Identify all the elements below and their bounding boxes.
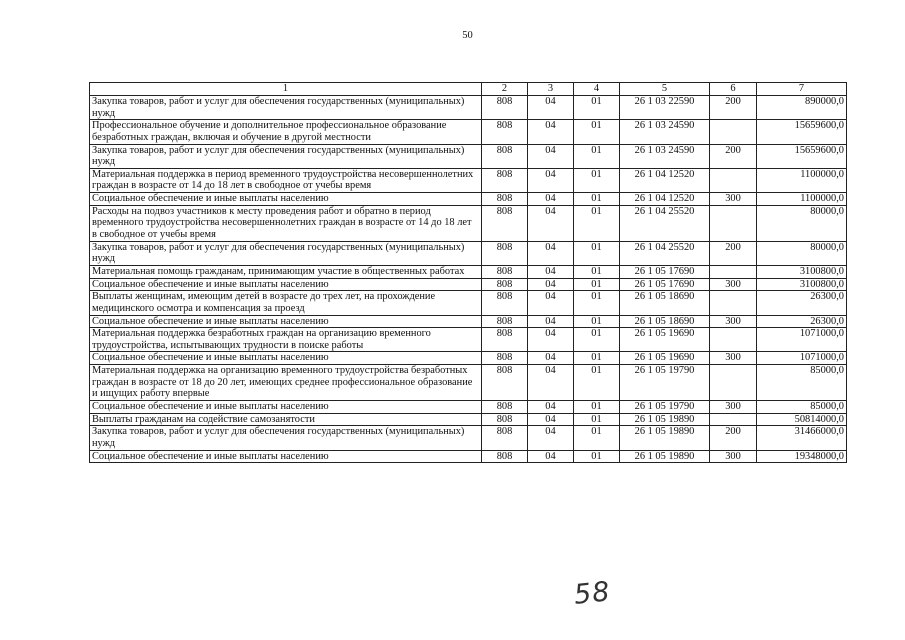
table-row bbox=[90, 241, 847, 265]
amount-cell: 85000,0 bbox=[757, 365, 847, 401]
description-cell: Материальная помощь гражданам, принимающим участие в общественных работах bbox=[90, 265, 482, 278]
subsection-cell: 01 bbox=[574, 278, 620, 291]
code-cell: 808 bbox=[482, 413, 528, 426]
amount-cell: 3100800,0 bbox=[757, 265, 847, 278]
section-cell: 04 bbox=[528, 401, 574, 414]
header-cell: 7 bbox=[757, 83, 847, 96]
description-cell: Социальное обеспечение и иные выплаты населению bbox=[90, 450, 482, 463]
target-article-cell: 26 1 05 19690 bbox=[620, 328, 710, 352]
amount-cell: 80000,0 bbox=[757, 205, 847, 241]
code-cell: 808 bbox=[482, 278, 528, 291]
subsection-cell: 01 bbox=[574, 291, 620, 315]
expense-type-cell bbox=[710, 265, 757, 278]
table-row bbox=[90, 450, 847, 463]
table-row bbox=[90, 278, 847, 291]
expense-type-cell: 300 bbox=[710, 401, 757, 414]
code-cell: 808 bbox=[482, 401, 528, 414]
table-row bbox=[90, 168, 847, 192]
amount-cell: 1100000,0 bbox=[757, 168, 847, 192]
target-article-cell: 26 1 04 25520 bbox=[620, 241, 710, 265]
table-header-row bbox=[90, 83, 847, 96]
section-cell: 04 bbox=[528, 450, 574, 463]
expense-type-cell: 200 bbox=[710, 96, 757, 120]
code-cell: 808 bbox=[482, 450, 528, 463]
description-cell: Закупка товаров, работ и услуг для обеспечения государственных (муниципальных) нужд bbox=[90, 241, 482, 265]
target-article-cell: 26 1 05 19890 bbox=[620, 426, 710, 450]
code-cell: 808 bbox=[482, 193, 528, 206]
amount-cell: 85000,0 bbox=[757, 401, 847, 414]
amount-cell: 26300,0 bbox=[757, 291, 847, 315]
amount-cell: 50814000,0 bbox=[757, 413, 847, 426]
section-cell: 04 bbox=[528, 278, 574, 291]
table-row bbox=[90, 120, 847, 144]
table-row bbox=[90, 352, 847, 365]
header-cell: 4 bbox=[574, 83, 620, 96]
table-row bbox=[90, 291, 847, 315]
target-article-cell: 26 1 03 24590 bbox=[620, 144, 710, 168]
target-article-cell: 26 1 04 12520 bbox=[620, 168, 710, 192]
description-cell: Материальная поддержка на организацию временного трудоустройства безработных граждан в возрасте от 18 до 20 лет, имеющих среднее профессиональное образование и ищущих работу впервые bbox=[90, 365, 482, 401]
target-article-cell: 26 1 05 19890 bbox=[620, 450, 710, 463]
table-row bbox=[90, 205, 847, 241]
description-cell: Материальная поддержка в период временного трудоустройства несовершеннолетних граждан в возрасте от 14 до 18 лет в свободное от учебы время bbox=[90, 168, 482, 192]
subsection-cell: 01 bbox=[574, 193, 620, 206]
description-cell: Закупка товаров, работ и услуг для обеспечения государственных (муниципальных) нужд bbox=[90, 426, 482, 450]
section-cell: 04 bbox=[528, 328, 574, 352]
amount-cell: 15659600,0 bbox=[757, 120, 847, 144]
amount-cell: 1071000,0 bbox=[757, 352, 847, 365]
description-cell: Выплаты гражданам на содействие самозанятости bbox=[90, 413, 482, 426]
subsection-cell: 01 bbox=[574, 168, 620, 192]
subsection-cell: 01 bbox=[574, 426, 620, 450]
target-article-cell: 26 1 05 18690 bbox=[620, 315, 710, 328]
subsection-cell: 01 bbox=[574, 401, 620, 414]
target-article-cell: 26 1 05 17690 bbox=[620, 278, 710, 291]
section-cell: 04 bbox=[528, 168, 574, 192]
code-cell: 808 bbox=[482, 365, 528, 401]
header-cell: 2 bbox=[482, 83, 528, 96]
description-cell: Закупка товаров, работ и услуг для обеспечения государственных (муниципальных) нужд bbox=[90, 96, 482, 120]
target-article-cell: 26 1 03 24590 bbox=[620, 120, 710, 144]
code-cell: 808 bbox=[482, 144, 528, 168]
table-row bbox=[90, 426, 847, 450]
section-cell: 04 bbox=[528, 413, 574, 426]
section-cell: 04 bbox=[528, 315, 574, 328]
section-cell: 04 bbox=[528, 193, 574, 206]
expense-type-cell: 300 bbox=[710, 450, 757, 463]
section-cell: 04 bbox=[528, 291, 574, 315]
table-row bbox=[90, 315, 847, 328]
target-article-cell: 26 1 03 22590 bbox=[620, 96, 710, 120]
table-row bbox=[90, 96, 847, 120]
expense-type-cell: 200 bbox=[710, 144, 757, 168]
description-cell: Расходы на подвоз участников к месту проведения работ и обратно в период временного трудоустройства несовершеннолетних граждан в возрасте от 14 до 18 лет в свободное от учебы время bbox=[90, 205, 482, 241]
page-number: 50 bbox=[462, 30, 473, 41]
target-article-cell: 26 1 05 18690 bbox=[620, 291, 710, 315]
amount-cell: 31466000,0 bbox=[757, 426, 847, 450]
table-row bbox=[90, 265, 847, 278]
handwritten-page-number: 58 bbox=[572, 576, 612, 611]
expense-type-cell bbox=[710, 205, 757, 241]
subsection-cell: 01 bbox=[574, 315, 620, 328]
section-cell: 04 bbox=[528, 144, 574, 168]
amount-cell: 15659600,0 bbox=[757, 144, 847, 168]
code-cell: 808 bbox=[482, 168, 528, 192]
description-cell: Социальное обеспечение и иные выплаты населению bbox=[90, 278, 482, 291]
description-cell: Материальная поддержка безработных граждан на организацию временного трудоустройства, испытывающих трудности в поиске работы bbox=[90, 328, 482, 352]
expense-type-cell bbox=[710, 328, 757, 352]
section-cell: 04 bbox=[528, 365, 574, 401]
expense-type-cell: 300 bbox=[710, 278, 757, 291]
table-row bbox=[90, 193, 847, 206]
expense-type-cell bbox=[710, 168, 757, 192]
description-cell: Выплаты женщинам, имеющим детей в возрасте до трех лет, на прохождение медицинского осмотра и компенсация за проезд bbox=[90, 291, 482, 315]
subsection-cell: 01 bbox=[574, 120, 620, 144]
target-article-cell: 26 1 05 19890 bbox=[620, 413, 710, 426]
header-cell: 3 bbox=[528, 83, 574, 96]
subsection-cell: 01 bbox=[574, 352, 620, 365]
description-cell: Профессиональное обучение и дополнительное профессиональное образование безработных граждан, включая и обучение в другой местности bbox=[90, 120, 482, 144]
code-cell: 808 bbox=[482, 328, 528, 352]
subsection-cell: 01 bbox=[574, 365, 620, 401]
expense-type-cell: 300 bbox=[710, 315, 757, 328]
description-cell: Социальное обеспечение и иные выплаты населению bbox=[90, 315, 482, 328]
description-cell: Социальное обеспечение и иные выплаты населению bbox=[90, 193, 482, 206]
target-article-cell: 26 1 05 17690 bbox=[620, 265, 710, 278]
code-cell: 808 bbox=[482, 291, 528, 315]
amount-cell: 19348000,0 bbox=[757, 450, 847, 463]
header-cell: 1 bbox=[90, 83, 482, 96]
table-row bbox=[90, 328, 847, 352]
code-cell: 808 bbox=[482, 352, 528, 365]
subsection-cell: 01 bbox=[574, 144, 620, 168]
table-row bbox=[90, 413, 847, 426]
description-cell: Социальное обеспечение и иные выплаты населению bbox=[90, 401, 482, 414]
target-article-cell: 26 1 05 19790 bbox=[620, 365, 710, 401]
table-row bbox=[90, 144, 847, 168]
subsection-cell: 01 bbox=[574, 265, 620, 278]
expense-type-cell: 200 bbox=[710, 241, 757, 265]
header-cell: 6 bbox=[710, 83, 757, 96]
subsection-cell: 01 bbox=[574, 241, 620, 265]
code-cell: 808 bbox=[482, 426, 528, 450]
subsection-cell: 01 bbox=[574, 205, 620, 241]
table-row bbox=[90, 401, 847, 414]
section-cell: 04 bbox=[528, 352, 574, 365]
header-cell: 5 bbox=[620, 83, 710, 96]
budget-table bbox=[89, 82, 847, 463]
section-cell: 04 bbox=[528, 241, 574, 265]
code-cell: 808 bbox=[482, 241, 528, 265]
amount-cell: 80000,0 bbox=[757, 241, 847, 265]
expense-type-cell: 300 bbox=[710, 193, 757, 206]
subsection-cell: 01 bbox=[574, 96, 620, 120]
description-cell: Закупка товаров, работ и услуг для обеспечения государственных (муниципальных) нужд bbox=[90, 144, 482, 168]
code-cell: 808 bbox=[482, 120, 528, 144]
target-article-cell: 26 1 04 12520 bbox=[620, 193, 710, 206]
amount-cell: 3100800,0 bbox=[757, 278, 847, 291]
subsection-cell: 01 bbox=[574, 328, 620, 352]
table-row bbox=[90, 365, 847, 401]
target-article-cell: 26 1 05 19690 bbox=[620, 352, 710, 365]
section-cell: 04 bbox=[528, 205, 574, 241]
expense-type-cell bbox=[710, 413, 757, 426]
section-cell: 04 bbox=[528, 426, 574, 450]
target-article-cell: 26 1 05 19790 bbox=[620, 401, 710, 414]
code-cell: 808 bbox=[482, 96, 528, 120]
expense-type-cell: 200 bbox=[710, 426, 757, 450]
section-cell: 04 bbox=[528, 265, 574, 278]
amount-cell: 1100000,0 bbox=[757, 193, 847, 206]
section-cell: 04 bbox=[528, 120, 574, 144]
subsection-cell: 01 bbox=[574, 450, 620, 463]
description-cell: Социальное обеспечение и иные выплаты населению bbox=[90, 352, 482, 365]
amount-cell: 890000,0 bbox=[757, 96, 847, 120]
expense-type-cell bbox=[710, 365, 757, 401]
code-cell: 808 bbox=[482, 205, 528, 241]
subsection-cell: 01 bbox=[574, 413, 620, 426]
amount-cell: 26300,0 bbox=[757, 315, 847, 328]
expense-type-cell: 300 bbox=[710, 352, 757, 365]
target-article-cell: 26 1 04 25520 bbox=[620, 205, 710, 241]
expense-type-cell bbox=[710, 120, 757, 144]
code-cell: 808 bbox=[482, 315, 528, 328]
expense-type-cell bbox=[710, 291, 757, 315]
code-cell: 808 bbox=[482, 265, 528, 278]
amount-cell: 1071000,0 bbox=[757, 328, 847, 352]
section-cell: 04 bbox=[528, 96, 574, 120]
